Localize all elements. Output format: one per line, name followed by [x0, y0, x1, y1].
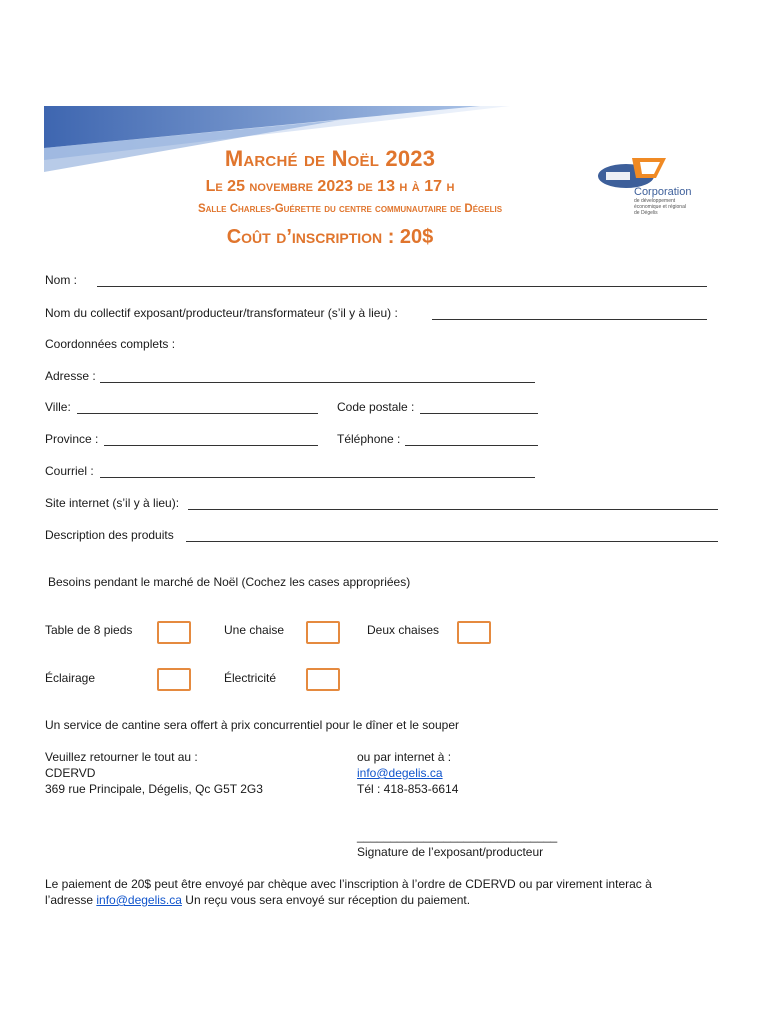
checkbox-table[interactable]: [157, 621, 191, 644]
payment-prefix: l’adresse: [45, 893, 97, 907]
label-deux-chaises: Deux chaises: [367, 623, 440, 637]
return-address: 369 rue Principale, Dégelis, Qc G5T 2G3: [45, 782, 263, 796]
label-site: Site internet (s’il y à lieu):: [45, 496, 180, 510]
return-internet: ou par internet à :: [357, 750, 452, 764]
field-collectif[interactable]: [432, 319, 707, 320]
event-date: Le 25 novembre 2023 de 13 h à 17 h: [205, 178, 455, 195]
label-coordonnees: Coordonnées complets :: [45, 337, 176, 351]
field-description[interactable]: [186, 541, 718, 542]
label-adresse: Adresse :: [45, 369, 96, 383]
label-nom: Nom :: [45, 273, 78, 287]
signature-label: Signature de l’exposant/producteur: [357, 845, 544, 859]
field-ville[interactable]: [77, 413, 318, 414]
label-electricite: Électricité: [224, 671, 277, 685]
field-nom[interactable]: [97, 286, 707, 287]
label-ville: Ville:: [45, 400, 71, 414]
signature-line[interactable]: ______________________________: [357, 829, 558, 843]
logo-tagline: de développement économique et régional de Dégelis: [634, 198, 686, 216]
label-collectif: Nom du collectif exposant/producteur/transformateur (s’il y à lieu) :: [45, 306, 398, 320]
checkbox-deux-chaises[interactable]: [457, 621, 491, 644]
field-adresse[interactable]: [100, 382, 535, 383]
event-title: Marché de Noël 2023: [224, 146, 436, 171]
label-table: Table de 8 pieds: [45, 623, 133, 637]
registration-cost: Coût d’inscription : 20$: [226, 226, 434, 248]
label-description: Description des produits: [45, 528, 174, 542]
payment-line-2: [45, 893, 470, 907]
label-telephone: Téléphone :: [337, 432, 401, 446]
payment-line-1: Le paiement de 20$ peut être envoyé par chèque avec l’inscription à l’ordre de CDERVD ou par virement interac à: [45, 877, 652, 891]
corporation-logo: [596, 152, 706, 214]
logo-word: Corporation: [634, 186, 692, 198]
return-org: CDERVD: [45, 766, 96, 780]
label-courriel: Courriel :: [45, 464, 94, 478]
field-code-postal[interactable]: [420, 413, 538, 414]
checkbox-electricite[interactable]: [306, 668, 340, 691]
checkbox-eclairage[interactable]: [157, 668, 191, 691]
return-tel: Tél : 418-853-6614: [357, 782, 459, 796]
checkbox-chaise[interactable]: [306, 621, 340, 644]
event-venue: Salle Charles-Guérette du centre communautaire de Dégelis: [197, 203, 503, 215]
cantine-note: Un service de cantine sera offert à prix concurrentiel pour le dîner et le souper: [45, 718, 459, 732]
label-chaise: Une chaise: [224, 623, 285, 637]
return-email-link[interactable]: info@degelis.ca: [357, 766, 443, 780]
field-telephone[interactable]: [405, 445, 538, 446]
payment-email-link[interactable]: info@degelis.ca: [96, 893, 182, 907]
label-province: Province :: [45, 432, 99, 446]
label-eclairage: Éclairage: [45, 671, 96, 685]
field-courriel[interactable]: [100, 477, 535, 478]
needs-heading: Besoins pendant le marché de Noël (Cochez les cases appropriées): [48, 575, 411, 589]
label-code-postal: Code postale :: [337, 400, 415, 414]
field-province[interactable]: [104, 445, 318, 446]
payment-suffix: Un reçu vous sera envoyé sur réception du paiement.: [181, 893, 471, 907]
return-heading: Veuillez retourner le tout au :: [45, 750, 198, 764]
field-site[interactable]: [188, 509, 718, 510]
